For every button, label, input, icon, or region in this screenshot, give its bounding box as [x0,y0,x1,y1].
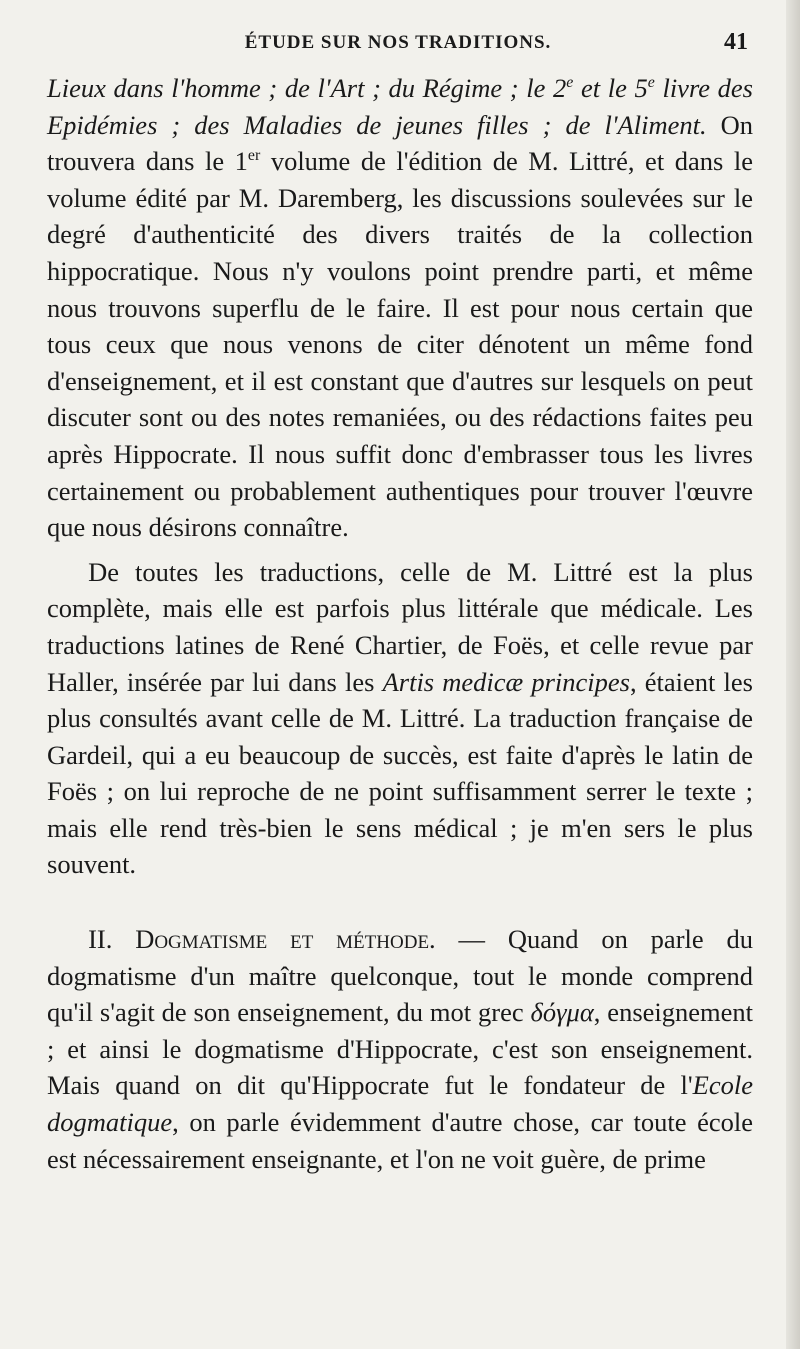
greek-word: δόγμα [530,997,594,1028]
page-header [48,29,748,62]
p3-s4: , on parle évidemment d'autre chose, car toute école est nécessairement enseignante, et l'on ne voit guère, de prime [47,1107,753,1174]
p1-s1: Lieux dans l'homme ; de l'Art ; du Régime ; le 2 [47,73,567,103]
section-number: II. [88,924,136,955]
p1-s3: livre des Epidémies ; des Maladies de jeunes filles ; de l'Aliment. [47,73,753,140]
paragraph-3 [47,921,753,1177]
p1-s2: et le 5 [573,73,648,103]
page-number: 41 [724,29,748,55]
p2-italic: Artis medicæ principes [382,666,630,697]
p1-sup1: e [566,74,574,92]
p1-italic-part1 [47,73,753,140]
p3-s1: — Quand on parle du dogmatisme d'un maître quelconque, tout le monde comprend qu'il s'agit de son enseignement, du mot grec [47,924,753,1028]
p2-s1: De toutes les traductions, celle de M. Littré est la plus complète, mais elle est parfois plus littérale que médicale. Les traductions latines de René Chartier, de Foës, et celle revue par Haller, insérée par lui dans les [47,556,753,697]
p2-s3: , étaient les plus consultés avant celle de M. Littré. La traduction française de Gardeil, qui a eu beaucoup de succès, est faite d'après le latin de Foës ; on lui reproche de ne point suffisamment serrer le texte ; mais elle rend très-bien le sens médical ; je m'en sers le plus souvent. [47,666,753,880]
p3-italic: Ecole dogmatique [47,1070,753,1138]
body-text [47,70,753,1177]
running-head: ÉTUDE SUR NOS TRADITIONS. [244,32,552,53]
paragraph-1 [47,70,753,546]
paragraph-2 [47,554,753,883]
section-title: Dogmatisme et méthode. [135,924,436,955]
page-edge [786,0,800,1349]
p1-s4: On trouvera dans le 1 [47,109,754,177]
p1-sup3: er [247,147,261,165]
p1-sup2: e [647,74,655,92]
p3-s2: , enseignement ; et ainsi le dogmatisme d'Hippocrate, c'est son enseignement. Mais quand on dit qu'Hippocrate fut le fondateur de l' [47,997,754,1101]
p1-s5: volume de l'édition de M. Littré, et dans le volume édité par M. Daremberg, les discussions soulevées sur le degré d'authenticité des divers traités de la collection hippocratique. Nous n'y voulons point prendre parti, et même nous trouvons superflu de le faire. Il est pour nous certain que tous ceux que nous venons de citer dénotent un même fond d'enseignement, et il est constant que d'autres sur lesquels on peut discuter sont ou des notes remaniées, ou des rédactions faites peu après Hippocrate. Il nous suffit donc d'embrasser tous les livres certainement ou probablement authentiques pour trouver l'œuvre que nous désirons connaître. [47,146,753,543]
